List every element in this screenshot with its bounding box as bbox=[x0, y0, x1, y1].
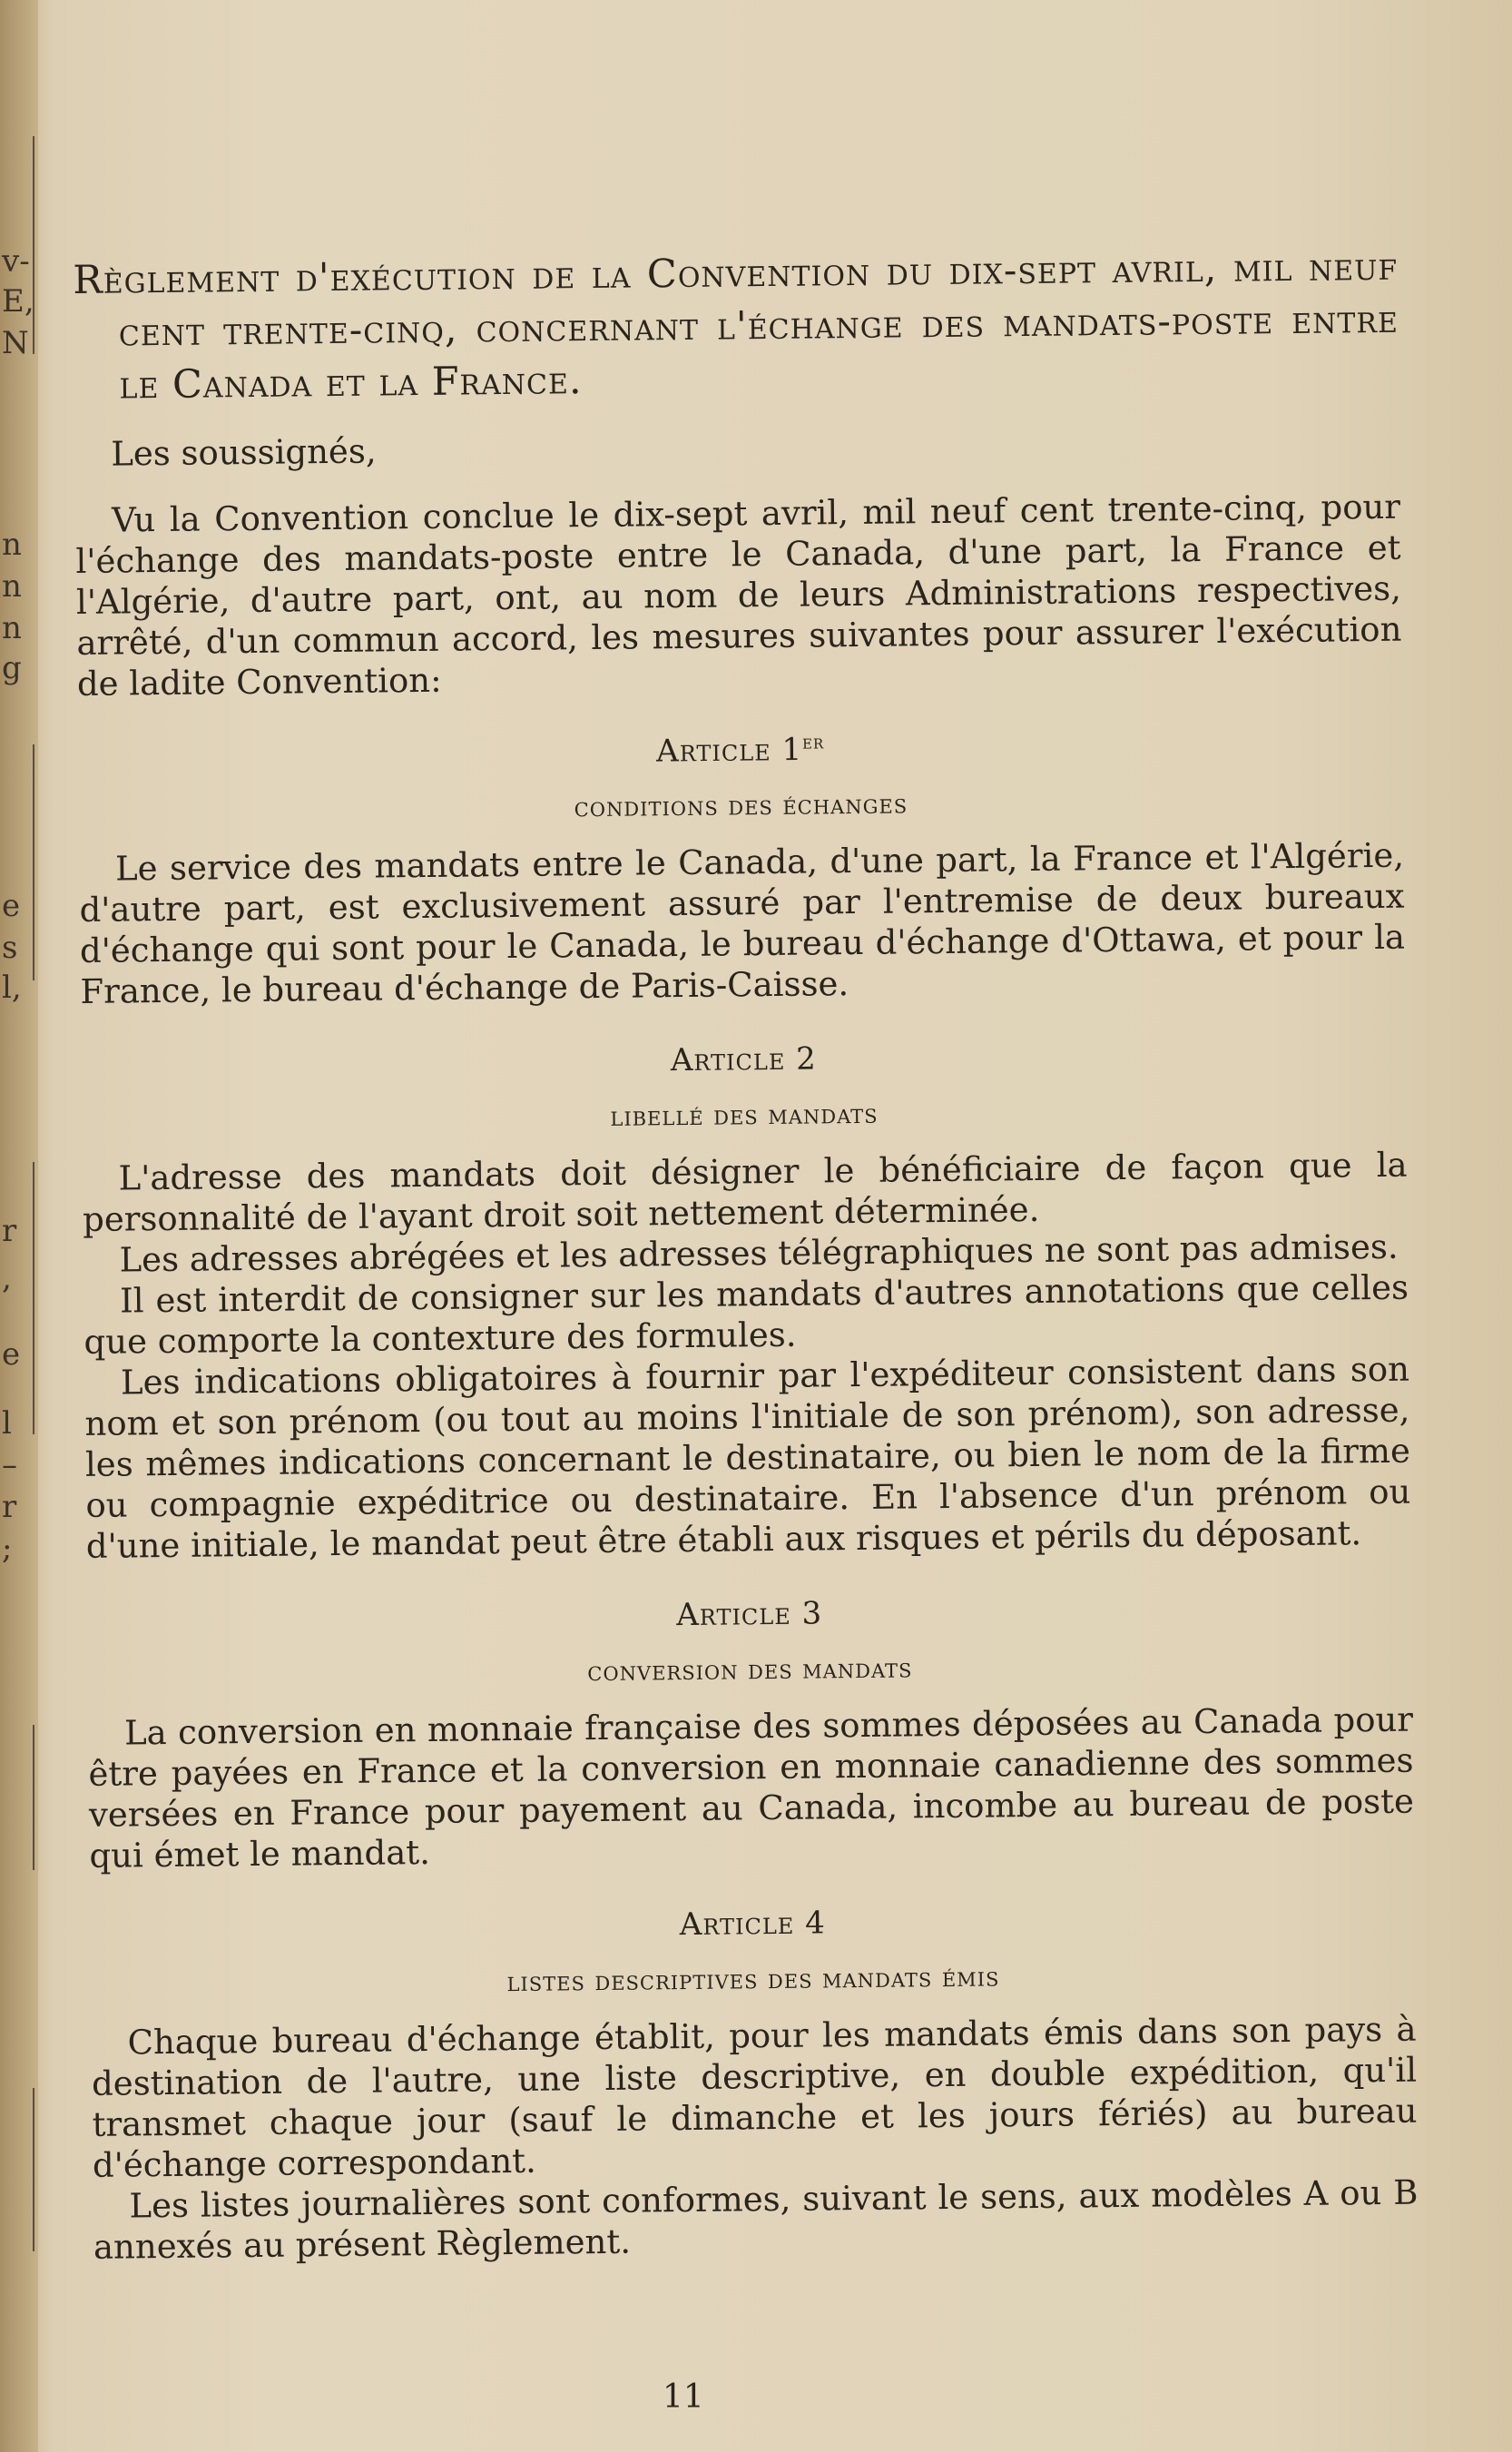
article-paragraph: La conversion en monnaie française des sommes déposées au Canada pour être payées en France et la conversion en monnaie canadienne des sommes versées en France pour payement au Canada, incombe au bureau de poste qui émet le mandat. bbox=[88, 1699, 1415, 1876]
article-number: Article 1 bbox=[655, 731, 803, 770]
document-title: Règlement d'exécution de la Convention du dix-sept avril, mil neuf cent trente-cinq, concernant l'échange des mandats-poste entre le Canada et la France. bbox=[73, 243, 1399, 409]
margin-rule bbox=[33, 136, 34, 354]
margin-fragment: g bbox=[2, 650, 22, 686]
page-number: 11 bbox=[663, 2378, 704, 2416]
margin-fragment: e bbox=[2, 888, 21, 924]
section-heading: listes descriptives des mandats émis bbox=[506, 1961, 1000, 1999]
article-paragraph: Chaque bureau d'échange établit, pour les mandats émis dans son pays à destination de l'autre, une liste descriptive, en double expédition, qu'il transmet chaque jour (sauf le dimanche et les jours fériés) au bureau d'échange correspondant. bbox=[91, 2009, 1418, 2186]
article-heading bbox=[87, 1590, 1412, 1640]
margin-fragment: v- bbox=[2, 243, 30, 280]
margin-fragment: e bbox=[2, 1336, 21, 1373]
article-number: Article 3 bbox=[676, 1595, 823, 1634]
margin-fragment: N bbox=[2, 325, 29, 361]
margin-fragment: – bbox=[2, 1447, 17, 1483]
article-heading bbox=[78, 725, 1403, 776]
section-heading: libellé des mandats bbox=[610, 1098, 879, 1134]
margin-fragment: E, bbox=[2, 283, 34, 320]
margin-fragment: n bbox=[2, 568, 22, 605]
article-paragraph: L'adresse des mandats doit désigner le bénéficiaire de façon que la personnalité de l'ayant droit soit nettement déterminée. bbox=[82, 1145, 1408, 1240]
margin-rule bbox=[33, 1162, 34, 1434]
document-body bbox=[73, 241, 1419, 2304]
article-heading bbox=[81, 1035, 1406, 1085]
article-paragraph: Les listes journalières sont conformes, suivant le sens, aux modèles A ou B annexés au présent Règlement. bbox=[93, 2172, 1419, 2268]
section-heading: conversion des mandats bbox=[587, 1652, 913, 1689]
article-heading bbox=[90, 1899, 1415, 1949]
article-paragraph: Les adresses abrégées et les adresses télégraphiques ne sont pas admises. bbox=[119, 1227, 1399, 1280]
article-number: Article 2 bbox=[670, 1040, 818, 1079]
margin-fragment: n bbox=[2, 527, 22, 563]
margin-fragment: r bbox=[2, 1213, 17, 1249]
salutation: Les soussignés, bbox=[111, 431, 377, 474]
article-paragraph: Il est interdit de consigner sur les mandats d'autres annotations que celles que comporte la contexture des formules. bbox=[83, 1267, 1409, 1363]
article-3 bbox=[87, 1590, 1415, 1876]
margin-fragment: r bbox=[2, 1489, 17, 1525]
article-paragraph: Les indications obligatoires à fournir par l'expéditeur consistent dans son nom et son prénom (ou tout au moins l'initiale de son prénom), son adresse, les mêmes indications concernant le destinataire, ou bien le nom de la firme ou compagnie expéditrice ou destinataire. En l'absence d'un prénom ou d'une initiale, le mandat peut être établi aux risques et périls du déposant. bbox=[84, 1349, 1411, 1567]
margin-fragment: l bbox=[2, 1405, 12, 1442]
article-number: Article 4 bbox=[679, 1905, 826, 1944]
margin-rule bbox=[33, 744, 34, 980]
article-number-suffix: er bbox=[801, 731, 825, 754]
article-1 bbox=[78, 725, 1406, 1013]
margin-fragment: , bbox=[2, 1260, 12, 1296]
margin-rule bbox=[33, 1725, 34, 1870]
article-2 bbox=[81, 1035, 1411, 1567]
margin-fragment: s bbox=[2, 930, 18, 966]
article-paragraph: Le service des mandats entre le Canada, d'une part, la France et l'Algérie, d'autre part, est exclusivement assuré par l'entremise de deux bureaux d'échange qui sont pour le Canada, le bureau d'échange d'Ottawa, et pour la France, le bureau d'échange de Paris-Caisse. bbox=[79, 836, 1406, 1012]
margin-fragment: ; bbox=[2, 1531, 13, 1567]
preamble-paragraph: Vu la Convention conclue le dix-sept avril, mil neuf cent trente-cinq, pour l'échange des mandats-poste entre le Canada, d'une part, la France et l'Algérie, d'autre part, ont, au nom de leurs Administrations respectives, arrêté, d'un commun accord, les mesures suivantes pour assurer l'exécution de ladite Convention: bbox=[75, 487, 1402, 704]
margin-fragment: l, bbox=[2, 970, 22, 1006]
margin-rule bbox=[33, 2088, 34, 2251]
section-heading: conditions des échanges bbox=[574, 788, 908, 824]
margin-fragment: n bbox=[2, 610, 22, 646]
article-4 bbox=[90, 1899, 1419, 2268]
